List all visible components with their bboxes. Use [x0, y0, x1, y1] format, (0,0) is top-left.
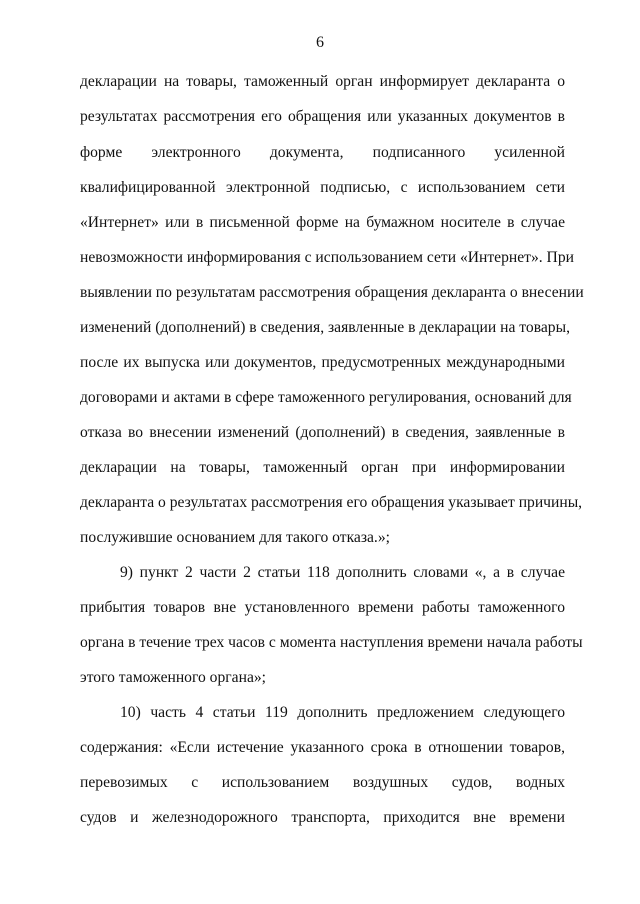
text-line: органа в течение трех часов с момента наступления времени начала работы	[80, 634, 583, 651]
text-line: декларации на товары, таможенный орган при информировании	[80, 459, 565, 476]
text-line: судов и железнодорожного транспорта, приходится вне времени	[80, 809, 565, 826]
text-line: содержания: «Если истечение указанного срока в отношении товаров,	[80, 739, 565, 756]
text-line: выявлении по результатам рассмотрения обращения декларанта о внесении	[80, 284, 584, 301]
text-line: результатах рассмотрения его обращения или указанных документов в	[80, 108, 565, 125]
page-number: 6	[316, 34, 324, 51]
text-line: отказа во внесении изменений (дополнений) в сведения, заявленные в	[80, 424, 565, 441]
text-line: перевозимых с использованием воздушных судов, водных	[80, 774, 565, 791]
text-line: невозможности информирования с использованием сети «Интернет». При	[80, 249, 574, 266]
text-line: прибытия товаров вне установленного времени работы таможенного	[80, 599, 565, 616]
text-line: после их выпуска или документов, предусмотренных международными	[80, 354, 565, 371]
paragraph-first-line: 9) пункт 2 части 2 статьи 118 дополнить словами «, а в случае	[120, 564, 565, 581]
text-line: этого таможенного органа»;	[80, 669, 266, 686]
text-line: декларации на товары, таможенный орган информирует декларанта о	[80, 73, 565, 90]
text-line: послужившие основанием для такого отказа.»;	[80, 529, 390, 546]
text-line: договорами и актами в сфере таможенного регулирования, оснований для	[80, 389, 572, 406]
text-line: квалифицированной электронной подписью, с использованием сети	[80, 179, 565, 196]
text-line: изменений (дополнений) в сведения, заявленные в декларации на товары,	[80, 319, 570, 336]
text-line: форме электронного документа, подписанного усиленной	[80, 144, 565, 161]
paragraph-first-line: 10) часть 4 статьи 119 дополнить предложением следующего	[120, 704, 565, 721]
text-line: декларанта о результатах рассмотрения его обращения указывает причины,	[80, 494, 583, 511]
text-line: «Интернет» или в письменной форме на бумажном носителе в случае	[80, 214, 565, 231]
